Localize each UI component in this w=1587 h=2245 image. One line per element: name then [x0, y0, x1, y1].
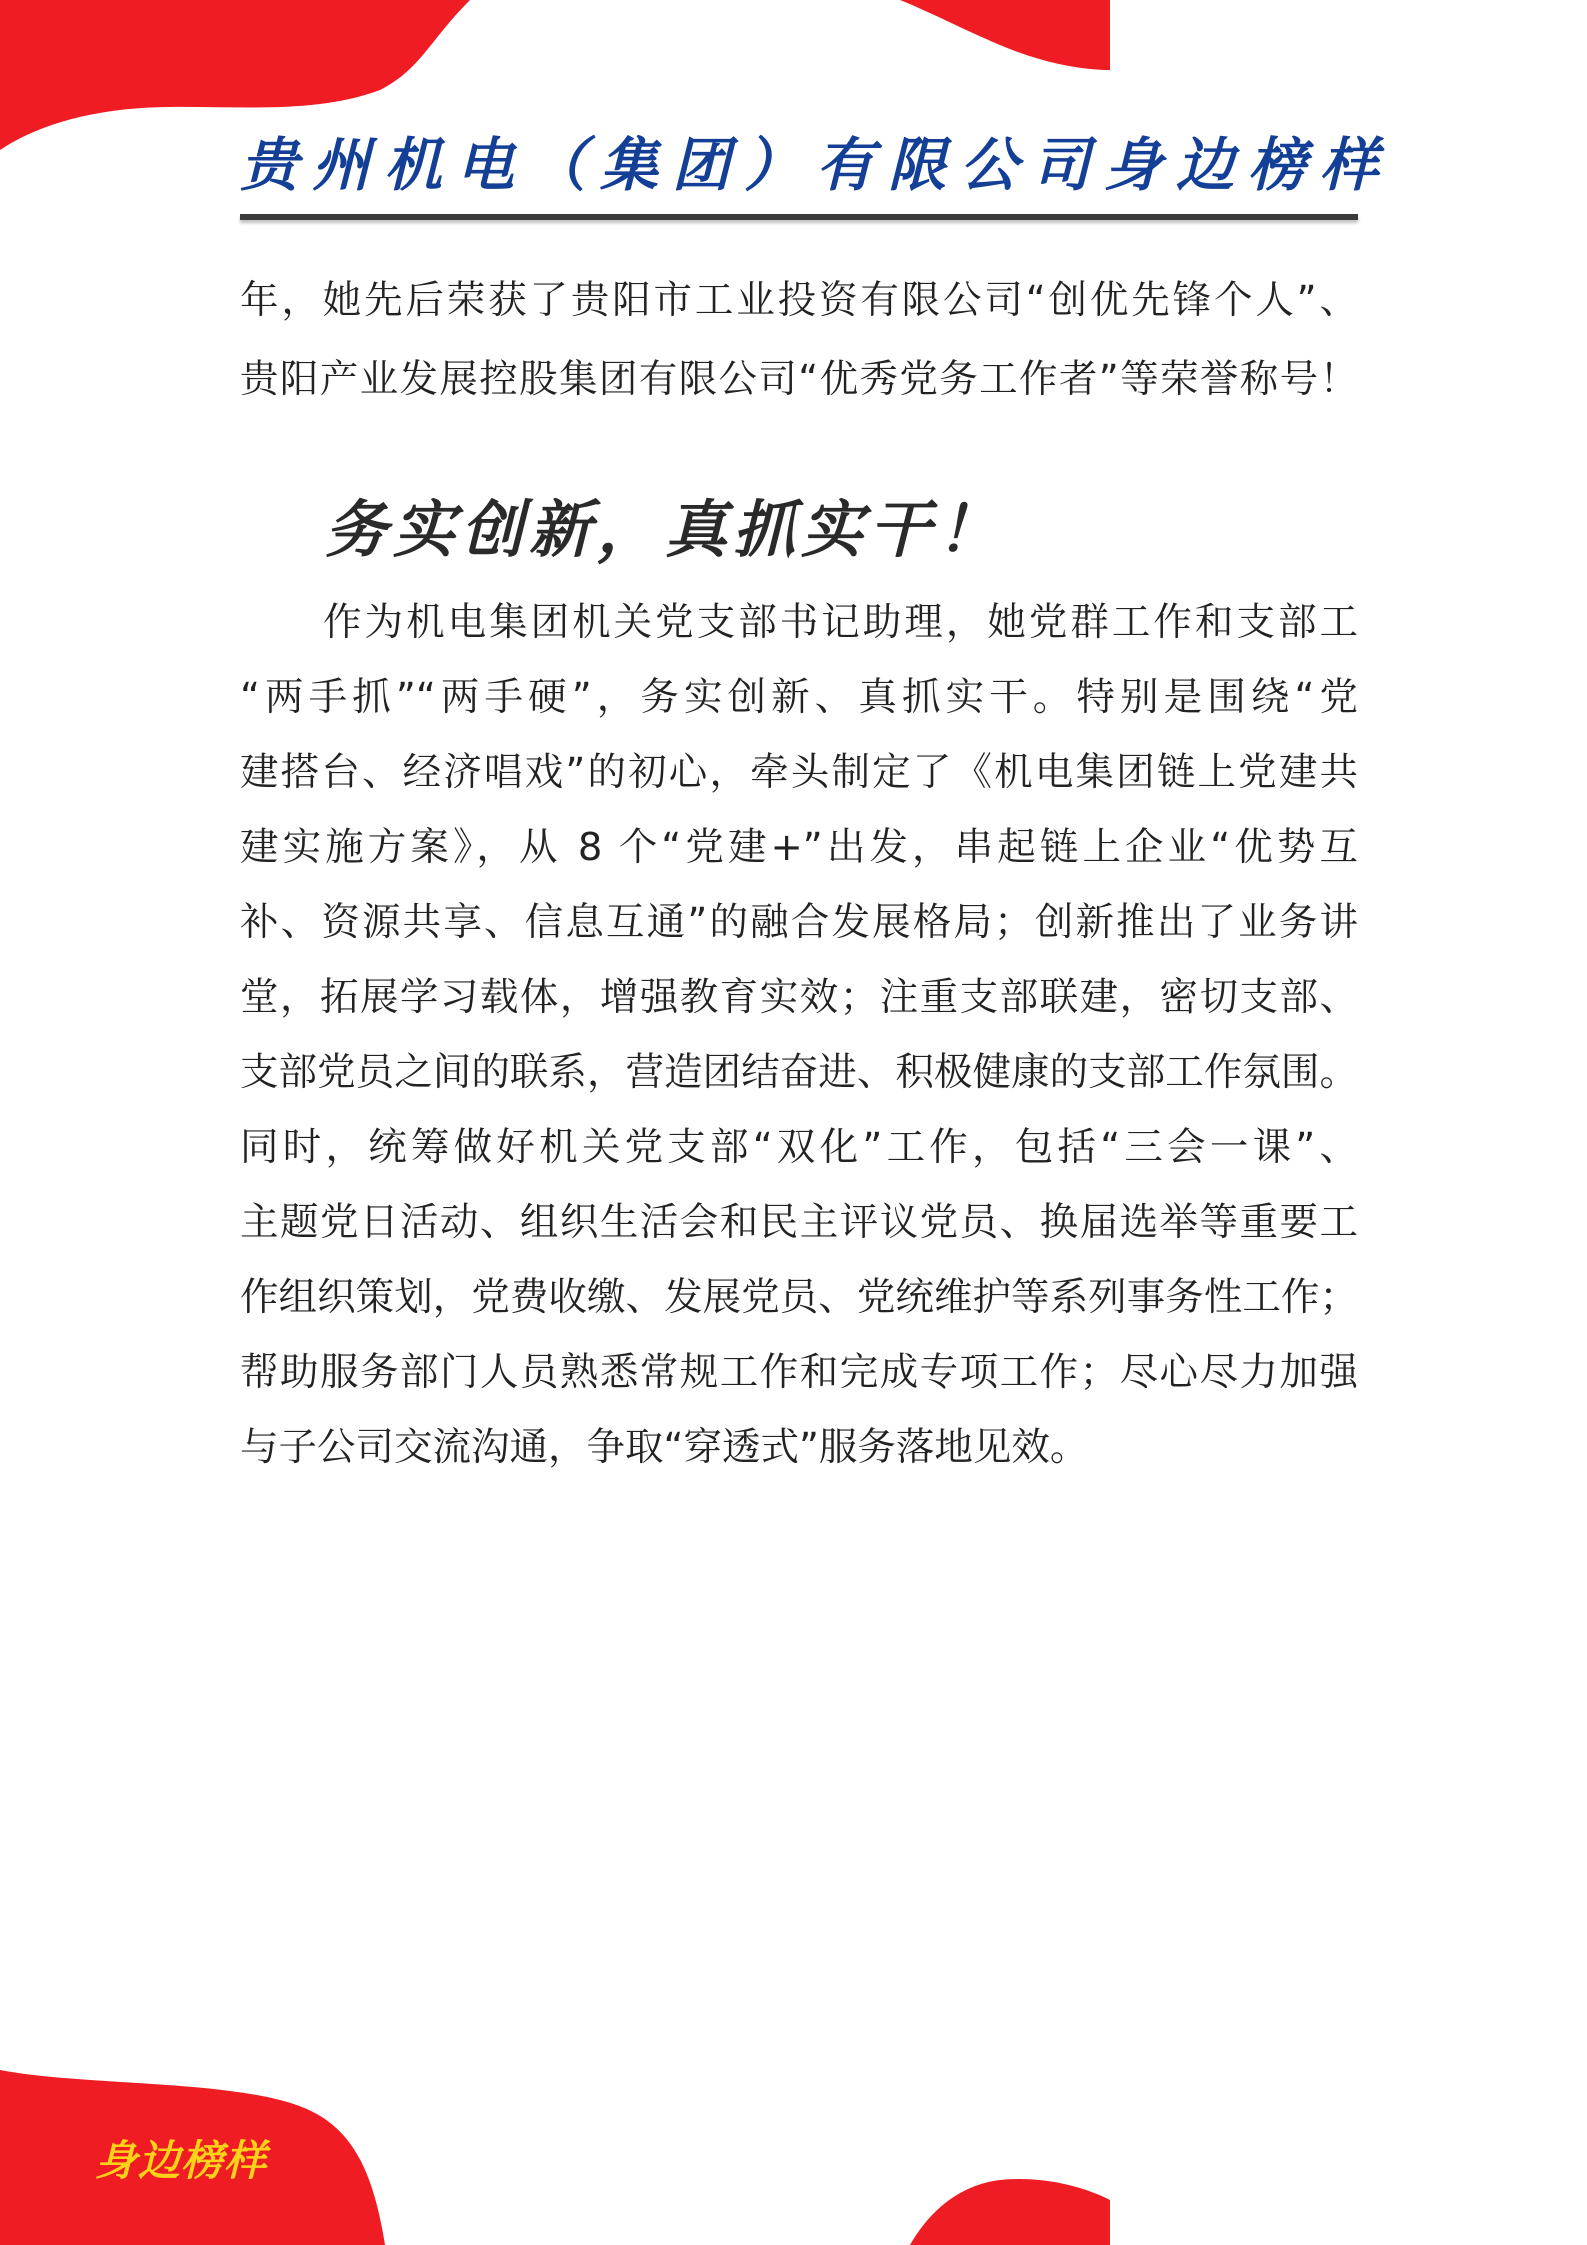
page-header-title: 贵州机电（集团）有限公司身边榜样	[240, 131, 1393, 199]
paragraph-line: 同时，统筹做好机关党支部“双化”工作，包括“三会一课”、	[240, 1125, 1358, 1170]
header-divider	[240, 214, 1358, 220]
bottom-right-swoosh	[910, 2179, 1110, 2245]
paragraph-line: 建搭台、经济唱戏”的初心，牵头制定了《机电集团链上党建共	[240, 750, 1358, 795]
paragraph-line: 与子公司交流沟通，争取“穿透式”服务落地见效。	[240, 1425, 1089, 1470]
top-right-swoosh	[900, 0, 1110, 70]
paragraph-line: 补、资源共享、信息互通”的融合发展格局；创新推出了业务讲	[240, 900, 1358, 945]
footer-badge: 身边榜样	[95, 2136, 268, 2185]
intro-line: 年，她先后荣获了贵阳市工业投资有限公司“创优先锋个人”、	[240, 278, 1358, 323]
paragraph-line: 支部党员之间的联系，营造团结奋进、积极健康的支部工作氛围。	[240, 1050, 1358, 1095]
paragraph-line: 建实施方案》，从 8 个“党建+”出发，串起链上企业“优势互	[240, 825, 1358, 870]
section-heading: 务实创新，真抓实干！	[325, 493, 1006, 566]
paragraph-line: “两手抓”“两手硬”，务实创新、真抓实干。特别是围绕“党	[240, 675, 1358, 720]
paragraph-line: 堂，拓展学习载体，增强教育实效；注重支部联建，密切支部、	[240, 975, 1358, 1020]
paragraph-line: 作为机电集团机关党支部书记助理，她党群工作和支部工	[240, 600, 1358, 645]
paragraph-line: 作组织策划，党费收缴、发展党员、党统维护等系列事务性工作；	[240, 1275, 1358, 1320]
intro-line: 贵阳产业发展控股集团有限公司“优秀党务工作者”等荣誉称号！	[240, 357, 1358, 402]
paragraph-line: 帮助服务部门人员熟悉常规工作和完成专项工作；尽心尽力加强	[240, 1350, 1358, 1395]
paragraph-line: 主题党日活动、组织生活会和民主评议党员、换届选举等重要工	[240, 1200, 1358, 1245]
